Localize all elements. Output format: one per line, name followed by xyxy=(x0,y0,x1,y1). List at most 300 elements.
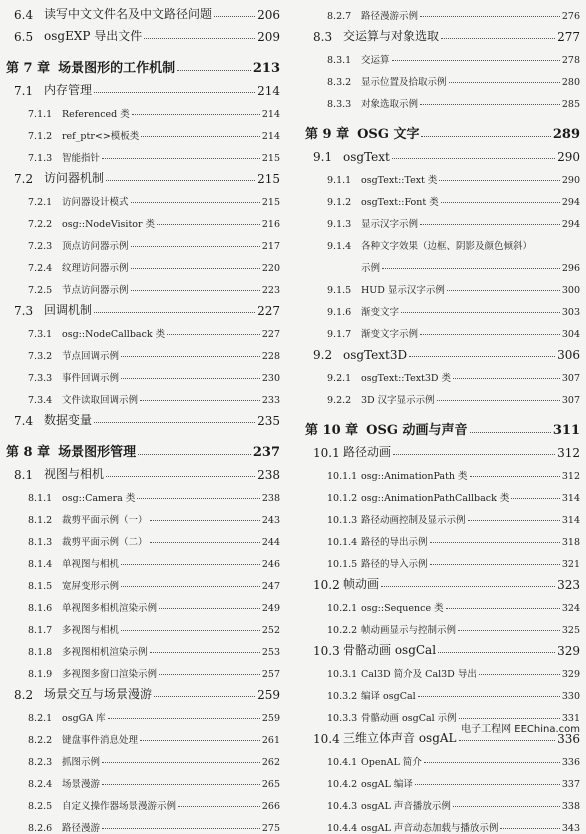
toc-section[interactable] xyxy=(305,636,580,658)
toc-title: 裁剪平面示例（一） xyxy=(62,515,148,526)
toc-title: osgText3D xyxy=(343,348,408,362)
toc-page-number: 289 xyxy=(552,127,580,142)
toc-page-number: 276 xyxy=(561,11,580,22)
toc-page-number: 307 xyxy=(561,373,580,384)
toc-title: osgText xyxy=(343,150,390,164)
toc-subsection[interactable] xyxy=(6,504,280,526)
toc-title: 数据变量 xyxy=(44,413,93,427)
toc-title: OpenAL 简介 xyxy=(361,757,422,768)
dot-leader xyxy=(430,542,560,543)
dot-leader xyxy=(177,70,251,71)
toc-section[interactable] xyxy=(305,340,580,362)
toc-title: 顶点访问器示例 xyxy=(62,241,129,252)
toc-subsection[interactable] xyxy=(305,658,580,680)
toc-number: 8.2.2 xyxy=(28,735,53,746)
dot-leader xyxy=(131,290,260,291)
toc-section[interactable] xyxy=(305,22,580,44)
toc-page-number: 277 xyxy=(557,30,580,44)
toc-title: osgGA 库 xyxy=(62,713,106,724)
toc-title: 访问器机制 xyxy=(44,171,105,185)
dot-leader xyxy=(94,92,255,93)
toc-number: 8.1.7 xyxy=(28,625,53,636)
dot-leader xyxy=(439,180,559,181)
toc-subsection[interactable] xyxy=(305,812,580,834)
toc-number: 7.1.2 xyxy=(28,131,53,142)
dot-leader xyxy=(479,674,560,675)
toc-page-number: 216 xyxy=(261,219,280,230)
toc-page-number: 214 xyxy=(261,131,280,142)
toc-number: 8.1.3 xyxy=(28,537,53,548)
dot-leader xyxy=(131,268,260,269)
toc-page-number: 314 xyxy=(561,493,580,504)
dot-leader xyxy=(392,60,560,61)
toc-subsection[interactable] xyxy=(6,724,280,746)
toc-subsection[interactable] xyxy=(6,702,280,724)
dot-leader xyxy=(121,356,260,357)
toc-number: 10.4 xyxy=(313,732,340,746)
toc-title: 显示汉字示例 xyxy=(361,219,419,230)
toc-subsection[interactable] xyxy=(6,362,280,384)
toc-page-number: 312 xyxy=(557,446,580,460)
toc-title: HUD 显示汉字示例 xyxy=(361,285,445,296)
toc-number: 第 9 章 xyxy=(305,127,350,142)
toc-page-number: 325 xyxy=(561,625,580,636)
toc-number: 10.2.1 xyxy=(327,603,358,614)
dot-leader xyxy=(150,652,260,653)
dot-leader xyxy=(430,564,560,565)
toc-page-number: 214 xyxy=(261,109,280,120)
toc-subsection[interactable] xyxy=(6,746,280,768)
toc-title: Referenced 类 xyxy=(62,109,130,120)
toc-section[interactable] xyxy=(305,570,580,592)
toc-number: 7.3.4 xyxy=(28,395,53,406)
dot-leader xyxy=(140,740,260,741)
toc-number: 8.2.1 xyxy=(28,713,53,724)
toc-chapter[interactable] xyxy=(6,54,280,76)
toc-title: osg::AnimationPath 类 xyxy=(361,471,468,482)
toc-section[interactable] xyxy=(6,296,280,318)
toc-subsection[interactable] xyxy=(6,658,280,680)
toc-title: 场景图形管理 xyxy=(58,445,137,460)
toc-title: 宽屏变形示例 xyxy=(62,581,120,592)
toc-page-number: 220 xyxy=(261,263,280,274)
toc-title: 帧动画 xyxy=(343,577,380,591)
toc-title: osgAL 编译 xyxy=(361,779,413,790)
dot-leader xyxy=(121,630,260,631)
toc-page-number: 249 xyxy=(261,603,280,614)
toc-page-number: 244 xyxy=(261,537,280,548)
toc-subsection[interactable] xyxy=(6,318,280,340)
toc-number: 7.2.1 xyxy=(28,197,53,208)
toc-left-column xyxy=(6,0,280,834)
toc-section[interactable] xyxy=(6,680,280,702)
toc-subsection[interactable] xyxy=(6,812,280,834)
toc-subsection[interactable] xyxy=(305,66,580,88)
toc-number: 8.3.2 xyxy=(327,77,352,88)
toc-page-number: 246 xyxy=(261,559,280,570)
toc-page-number: 227 xyxy=(261,329,280,340)
toc-number: 8.1.5 xyxy=(28,581,53,592)
dot-leader xyxy=(458,630,560,631)
toc-page-number: 290 xyxy=(557,150,580,164)
toc-number: 8.1.9 xyxy=(28,669,53,680)
toc-page-number: 252 xyxy=(261,625,280,636)
dot-leader xyxy=(108,718,260,719)
toc-page-number: 227 xyxy=(257,304,280,318)
toc-subsection[interactable] xyxy=(305,504,580,526)
dot-leader xyxy=(500,828,559,829)
toc-subsection[interactable] xyxy=(305,0,580,22)
toc-page-number: 318 xyxy=(561,537,580,548)
toc-number: 第 7 章 xyxy=(6,61,51,76)
toc-title: 路径动画 xyxy=(343,445,392,459)
toc-number: 10.3.2 xyxy=(327,691,358,702)
toc-subsection[interactable] xyxy=(6,592,280,614)
dot-leader xyxy=(424,762,560,763)
dot-leader xyxy=(447,290,560,291)
toc-number: 10.2 xyxy=(313,578,340,592)
toc-title: 交运算 xyxy=(361,55,390,66)
dot-leader xyxy=(144,38,255,39)
toc-number: 9.1.6 xyxy=(327,307,352,318)
toc-number: 第 8 章 xyxy=(6,445,51,460)
toc-page-number: 206 xyxy=(257,8,280,22)
toc-title: 访问器设计模式 xyxy=(62,197,129,208)
dot-leader xyxy=(382,268,560,269)
toc-number: 10.3.1 xyxy=(327,669,358,680)
toc-number: 7.1.1 xyxy=(28,109,53,120)
dot-leader xyxy=(159,608,260,609)
toc-subsection[interactable] xyxy=(6,208,280,230)
toc-number: 10.1.2 xyxy=(327,493,358,504)
dot-leader xyxy=(441,38,555,39)
toc-subsection[interactable] xyxy=(6,98,280,120)
toc-page-number: 307 xyxy=(561,395,580,406)
toc-page-number: 215 xyxy=(257,172,280,186)
toc-page-number: 330 xyxy=(561,691,580,702)
dot-leader xyxy=(418,696,560,697)
toc-number: 10.4.2 xyxy=(327,779,358,790)
dot-leader xyxy=(420,16,560,17)
toc-page-number: 209 xyxy=(257,30,280,44)
toc-number: 7.2.3 xyxy=(28,241,53,252)
dot-leader xyxy=(131,202,260,203)
toc-subsection[interactable] xyxy=(305,318,580,340)
toc-page-number: 233 xyxy=(261,395,280,406)
toc-title: 读写中文文件名及中文路径问题 xyxy=(44,7,213,21)
toc-number: 8.1.8 xyxy=(28,647,53,658)
toc-number: 9.1.7 xyxy=(327,329,352,340)
toc-subsection[interactable] xyxy=(305,252,580,274)
toc-number: 10.1.3 xyxy=(327,515,358,526)
toc-page-number: 235 xyxy=(257,414,280,428)
toc-subsection[interactable] xyxy=(305,680,580,702)
toc-section[interactable] xyxy=(6,164,280,186)
toc-subsection[interactable] xyxy=(305,746,580,768)
toc-page-number: 323 xyxy=(557,578,580,592)
toc-page-number: 300 xyxy=(561,285,580,296)
dot-leader xyxy=(420,334,560,335)
dot-leader xyxy=(94,312,255,313)
dot-leader xyxy=(132,114,260,115)
toc-title: OSG 文字 xyxy=(357,127,420,142)
toc-number: 7.3.3 xyxy=(28,373,53,384)
toc-title: 多视图与相机 xyxy=(62,625,120,636)
toc-subsection[interactable] xyxy=(305,384,580,406)
dot-leader xyxy=(441,202,560,203)
toc-subsection[interactable] xyxy=(305,526,580,548)
toc-subsection[interactable] xyxy=(6,120,280,142)
toc-title: 事件回调示例 xyxy=(62,373,120,384)
toc-number: 8.1.1 xyxy=(28,493,53,504)
toc-title: 智能指针 xyxy=(62,153,101,164)
dot-leader xyxy=(421,136,550,137)
toc-page-number: 265 xyxy=(261,779,280,790)
toc-subsection[interactable] xyxy=(6,186,280,208)
toc-right-column xyxy=(305,0,580,834)
toc-page-number: 290 xyxy=(561,175,580,186)
toc-page-number: 259 xyxy=(257,688,280,702)
toc-subsection[interactable] xyxy=(6,790,280,812)
dot-leader xyxy=(453,378,560,379)
toc-section[interactable] xyxy=(305,438,580,460)
toc-subsection[interactable] xyxy=(305,208,580,230)
dot-leader xyxy=(409,356,555,357)
toc-title: osg::AnimationPathCallback 类 xyxy=(361,493,510,504)
toc-page-number: 303 xyxy=(561,307,580,318)
toc-subsection[interactable] xyxy=(305,274,580,296)
dot-leader xyxy=(150,542,260,543)
toc-page-number: 331 xyxy=(561,713,580,724)
toc-title: 骨骼动画 osgCal 示例 xyxy=(361,713,457,724)
toc-section[interactable] xyxy=(6,460,280,482)
toc-subsection[interactable] xyxy=(305,460,580,482)
toc-subsection[interactable] xyxy=(305,362,580,384)
toc-number: 10.4.1 xyxy=(327,757,358,768)
toc-subsection[interactable] xyxy=(305,164,580,186)
dot-leader xyxy=(381,586,555,587)
toc-page-number: 296 xyxy=(561,263,580,274)
toc-number: 8.2.3 xyxy=(28,757,53,768)
toc-title: 纹理访问器示例 xyxy=(62,263,129,274)
toc-subsection[interactable] xyxy=(6,274,280,296)
toc-title: 节点访问器示例 xyxy=(62,285,129,296)
toc-title: 对象选取示例 xyxy=(361,99,419,110)
toc-title: 3D 汉字显示示例 xyxy=(361,395,435,406)
dot-leader xyxy=(106,476,255,477)
toc-section[interactable] xyxy=(305,142,580,164)
watermark: 电子工程网 EEChina.com xyxy=(461,724,580,735)
toc-page-number: 215 xyxy=(261,153,280,164)
toc-title: 裁剪平面示例（二） xyxy=(62,537,148,548)
dot-leader xyxy=(138,454,251,455)
dot-leader xyxy=(102,762,260,763)
toc-subsection[interactable] xyxy=(6,340,280,362)
toc-title: 自定义操作器场景漫游示例 xyxy=(62,801,177,812)
toc-page-number: 275 xyxy=(261,823,280,834)
dot-leader xyxy=(468,520,560,521)
toc-subsection[interactable] xyxy=(305,482,580,504)
toc-number: 10.3.3 xyxy=(327,713,358,724)
toc-number: 9.1.1 xyxy=(327,175,352,186)
dot-leader xyxy=(438,652,555,653)
toc-number: 9.1.4 xyxy=(327,241,352,252)
toc-number: 7.2 xyxy=(14,172,34,186)
toc-number: 8.1 xyxy=(14,468,34,482)
toc-number: 10.1.5 xyxy=(327,559,358,570)
toc-page-number: 329 xyxy=(557,644,580,658)
toc-subsection[interactable] xyxy=(6,142,280,164)
toc-subsection[interactable] xyxy=(305,548,580,570)
toc-subsection[interactable] xyxy=(305,44,580,66)
toc-title: 交运算与对象选取 xyxy=(343,29,440,43)
toc-number: 7.2.5 xyxy=(28,285,53,296)
toc-subsection[interactable] xyxy=(305,296,580,318)
toc-page-number: 285 xyxy=(561,99,580,110)
toc-title: 内存管理 xyxy=(44,83,93,97)
toc-subsection[interactable] xyxy=(6,526,280,548)
toc-page-number: 228 xyxy=(261,351,280,362)
toc-page-number: 223 xyxy=(261,285,280,296)
toc-page-number: 294 xyxy=(561,219,580,230)
dot-leader xyxy=(214,16,255,17)
toc-page-number: 261 xyxy=(261,735,280,746)
toc-chapter[interactable] xyxy=(305,120,580,142)
dot-leader xyxy=(459,740,556,741)
toc-title: osg::NodeVisitor 类 xyxy=(62,219,156,230)
toc-number: 7.2.4 xyxy=(28,263,53,274)
toc-number: 7.3.1 xyxy=(28,329,53,340)
toc-number: 8.2.4 xyxy=(28,779,53,790)
toc-title: osgText::Text 类 xyxy=(361,175,438,186)
dot-leader xyxy=(420,104,560,105)
dot-leader xyxy=(121,564,260,565)
toc-title: 三维立体声音 osgAL xyxy=(343,731,457,745)
dot-leader xyxy=(449,82,560,83)
dot-leader xyxy=(401,312,560,313)
toc-subsection[interactable] xyxy=(305,88,580,110)
toc-page-number: 257 xyxy=(261,669,280,680)
toc-number: 8.2 xyxy=(14,688,34,702)
toc-number: 7.2.2 xyxy=(28,219,53,230)
toc-title: 场景漫游 xyxy=(62,779,101,790)
toc-title: osg::NodeCallback 类 xyxy=(62,329,166,340)
toc-subsection[interactable] xyxy=(6,614,280,636)
toc-page-number: 337 xyxy=(561,779,580,790)
dot-leader xyxy=(94,422,255,423)
toc-section[interactable] xyxy=(6,22,280,44)
toc-section[interactable] xyxy=(6,76,280,98)
toc-number: 7.3 xyxy=(14,304,34,318)
dot-leader xyxy=(437,400,560,401)
toc-title: 路径漫游 xyxy=(62,823,101,834)
toc-page-number: 343 xyxy=(561,823,580,834)
toc-subsection[interactable] xyxy=(305,230,580,252)
toc-subsection[interactable] xyxy=(6,384,280,406)
toc-title: 显示位置及拾取示例 xyxy=(361,77,447,88)
toc-chapter[interactable] xyxy=(305,416,580,438)
toc-chapter[interactable] xyxy=(6,438,280,460)
dot-leader xyxy=(154,696,255,697)
toc-title: osgText::Text3D 类 xyxy=(361,373,452,384)
toc-page-number: 213 xyxy=(252,61,280,76)
toc-number: 8.3.1 xyxy=(327,55,352,66)
toc-section[interactable] xyxy=(6,406,280,428)
toc-number: 10.1.4 xyxy=(327,537,358,548)
toc-subsection[interactable] xyxy=(305,592,580,614)
toc-subsection[interactable] xyxy=(6,252,280,274)
toc-number: 8.2.6 xyxy=(28,823,53,834)
dot-leader xyxy=(150,520,260,521)
dot-leader xyxy=(178,806,260,807)
toc-page-number: 312 xyxy=(561,471,580,482)
dot-leader xyxy=(511,498,559,499)
toc-page-number: 329 xyxy=(561,669,580,680)
toc-number: 8.2.5 xyxy=(28,801,53,812)
toc-page-number: 314 xyxy=(561,515,580,526)
toc-number: 10.4.3 xyxy=(327,801,358,812)
dot-leader xyxy=(121,378,260,379)
toc-page-number: 215 xyxy=(261,197,280,208)
toc-title: OSG 动画与声音 xyxy=(366,423,468,438)
toc-title: 视图与相机 xyxy=(44,467,105,481)
toc-subsection[interactable] xyxy=(305,768,580,790)
toc-title: 骨骼动画 osgCal xyxy=(343,643,437,657)
toc-title: 路径的导出示例 xyxy=(361,537,428,548)
toc-subsection[interactable] xyxy=(6,570,280,592)
toc-page-number: 304 xyxy=(561,329,580,340)
toc-title: 场景图形的工作机制 xyxy=(58,61,176,76)
toc-title: Cal3D 简介及 Cal3D 导出 xyxy=(361,669,477,680)
dot-leader xyxy=(392,158,555,159)
toc-number: 9.1.5 xyxy=(327,285,352,296)
toc-number: 10.3 xyxy=(313,644,340,658)
toc-subsection[interactable] xyxy=(6,768,280,790)
toc-page-number: 217 xyxy=(261,241,280,252)
dot-leader xyxy=(453,806,560,807)
toc-page-number: 336 xyxy=(557,732,580,746)
toc-number: 9.2 xyxy=(313,348,333,362)
toc-number: 7.1.3 xyxy=(28,153,53,164)
toc-number: 6.4 xyxy=(14,8,34,22)
toc-subsection[interactable] xyxy=(305,614,580,636)
toc-page-number: 280 xyxy=(561,77,580,88)
dot-leader xyxy=(102,828,260,829)
toc-subsection[interactable] xyxy=(6,482,280,504)
toc-number: 10.2.2 xyxy=(327,625,358,636)
toc-number: 9.2.1 xyxy=(327,373,352,384)
dot-leader xyxy=(102,784,260,785)
toc-subsection[interactable] xyxy=(305,186,580,208)
toc-number: 10.1 xyxy=(313,446,340,460)
toc-subsection[interactable] xyxy=(6,636,280,658)
toc-title: 路径漫游示例 xyxy=(361,11,419,22)
toc-number: 7.1 xyxy=(14,84,34,98)
toc-subsection[interactable] xyxy=(6,230,280,252)
toc-title: 多视图相机渲染示例 xyxy=(62,647,148,658)
toc-subsection[interactable] xyxy=(305,790,580,812)
dot-leader xyxy=(415,784,560,785)
toc-title: ref_ptr<>模板类 xyxy=(62,131,140,142)
toc-title: 键盘事件消息处理 xyxy=(62,735,139,746)
toc-page-number: 247 xyxy=(261,581,280,592)
toc-page-number: 237 xyxy=(252,445,280,460)
toc-subsection[interactable] xyxy=(6,548,280,570)
dot-leader xyxy=(121,586,260,587)
toc-section[interactable] xyxy=(6,0,280,22)
toc-number: 7.4 xyxy=(14,414,34,428)
toc-title: 单视图多相机渲染示例 xyxy=(62,603,158,614)
